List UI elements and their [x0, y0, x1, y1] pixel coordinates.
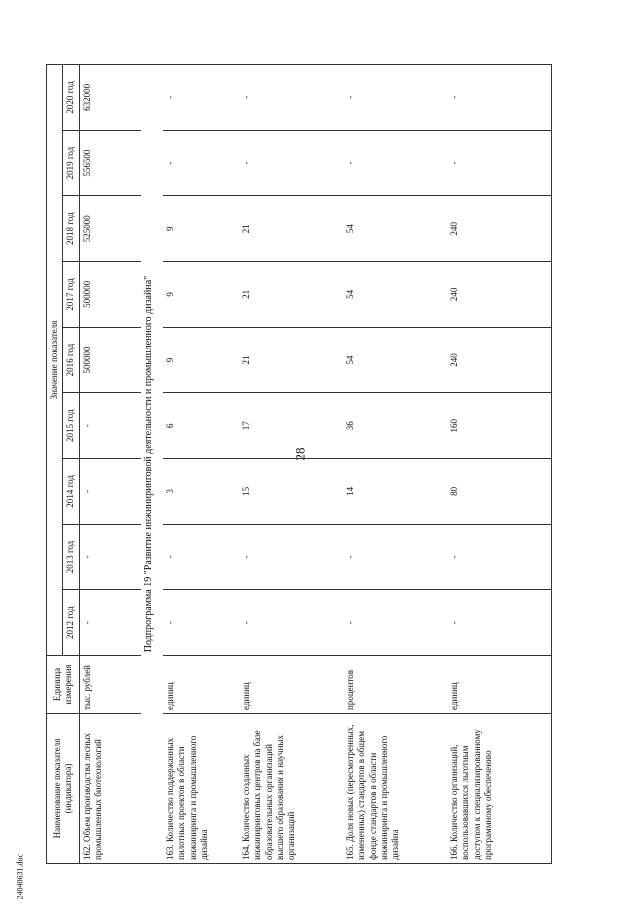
indicator-unit: процентов	[343, 656, 447, 714]
table-row	[239, 65, 343, 864]
value-cell: -	[239, 590, 343, 656]
header-year: 2016 год	[63, 327, 79, 393]
value-cell: 240	[447, 327, 551, 393]
value-cell: 9	[163, 327, 239, 393]
value-cell: -	[163, 65, 239, 131]
indicator-unit: единиц	[239, 656, 343, 714]
value-cell: -	[163, 524, 239, 590]
value-cell: 9	[163, 196, 239, 262]
subprogram-row	[141, 65, 163, 864]
header-indicator-name: Наименование показателя (индикатора)	[47, 714, 80, 864]
value-cell: 500000	[79, 327, 141, 393]
header-year: 2015 год	[63, 393, 79, 459]
value-cell: 21	[239, 327, 343, 393]
value-cell: -	[447, 524, 551, 590]
value-cell: -	[79, 524, 141, 590]
header-unit: Единица измерения	[47, 656, 80, 714]
value-cell: -	[447, 130, 551, 196]
table-row	[79, 65, 141, 864]
value-cell: 15	[239, 459, 343, 525]
header-year: 2017 год	[63, 262, 79, 328]
value-cell: -	[239, 130, 343, 196]
value-cell: 240	[447, 196, 551, 262]
value-cell: 21	[239, 196, 343, 262]
header-value-group: Значение показателя	[47, 65, 63, 656]
value-cell: 54	[343, 262, 447, 328]
value-cell: -	[239, 65, 343, 131]
value-cell: -	[343, 130, 447, 196]
value-cell: 160	[447, 393, 551, 459]
value-cell: -	[79, 459, 141, 525]
value-cell: 80	[447, 459, 551, 525]
indicator-unit: тыс. рублей	[79, 656, 141, 714]
value-cell: -	[343, 65, 447, 131]
header-year: 2019 год	[63, 130, 79, 196]
indicator-unit: единиц	[163, 656, 239, 714]
indicator-name: 163. Количество поддержанных пилотных проектов в области инжиниринга и промышленного дизайна	[163, 714, 239, 864]
value-cell: 3	[163, 459, 239, 525]
indicator-name: 164. Количество созданных инжиниринговых центров на базе образовательных организаций высшего образования и научных организаций	[239, 714, 343, 864]
value-cell: 14	[343, 459, 447, 525]
table-row	[447, 65, 551, 864]
header-year: 2012 год	[63, 590, 79, 656]
value-cell: 54	[343, 196, 447, 262]
value-cell: 525000	[79, 196, 141, 262]
indicator-unit: единиц	[447, 656, 551, 714]
value-cell: -	[447, 65, 551, 131]
indicator-name: 165. Доля новых (пересмотренных, измененных) стандартов в общем фонде стандартов в области инжиниринга и промышленного дизайна	[343, 714, 447, 864]
subprogram-title: Подпрограмма 19 "Развитие инжиниринговой деятельности и промышленного дизайна"	[141, 65, 163, 864]
value-cell: -	[343, 524, 447, 590]
value-cell: -	[163, 130, 239, 196]
page-number: 28	[292, 447, 308, 461]
value-cell: 54	[343, 327, 447, 393]
value-cell: 240	[447, 262, 551, 328]
indicator-table	[46, 64, 552, 864]
indicator-name: 166. Количество организаций, воспользовавшихся льготным доступом к специализированному программному обеспечению	[447, 714, 551, 864]
value-cell: 6	[163, 393, 239, 459]
value-cell: 21	[239, 262, 343, 328]
rotated-table-container	[46, 64, 598, 864]
value-cell: -	[79, 590, 141, 656]
table-row	[343, 65, 447, 864]
value-cell: -	[163, 590, 239, 656]
value-cell: 556500	[79, 130, 141, 196]
footer-filename: 24040631.doc	[15, 853, 25, 900]
header-year: 2020 год	[63, 65, 79, 131]
value-cell: -	[447, 590, 551, 656]
value-cell: -	[79, 393, 141, 459]
value-cell: 500000	[79, 262, 141, 328]
header-year: 2013 год	[63, 524, 79, 590]
table-row	[163, 65, 239, 864]
value-cell: 17	[239, 393, 343, 459]
indicator-name: 162. Объем производства лесных промышленных биотехнологий	[79, 714, 141, 864]
value-cell: 36	[343, 393, 447, 459]
value-cell: -	[343, 590, 447, 656]
value-cell: 9	[163, 262, 239, 328]
header-year: 2014 год	[63, 459, 79, 525]
value-cell: 632000	[79, 65, 141, 131]
header-year: 2018 год	[63, 196, 79, 262]
value-cell: -	[239, 524, 343, 590]
